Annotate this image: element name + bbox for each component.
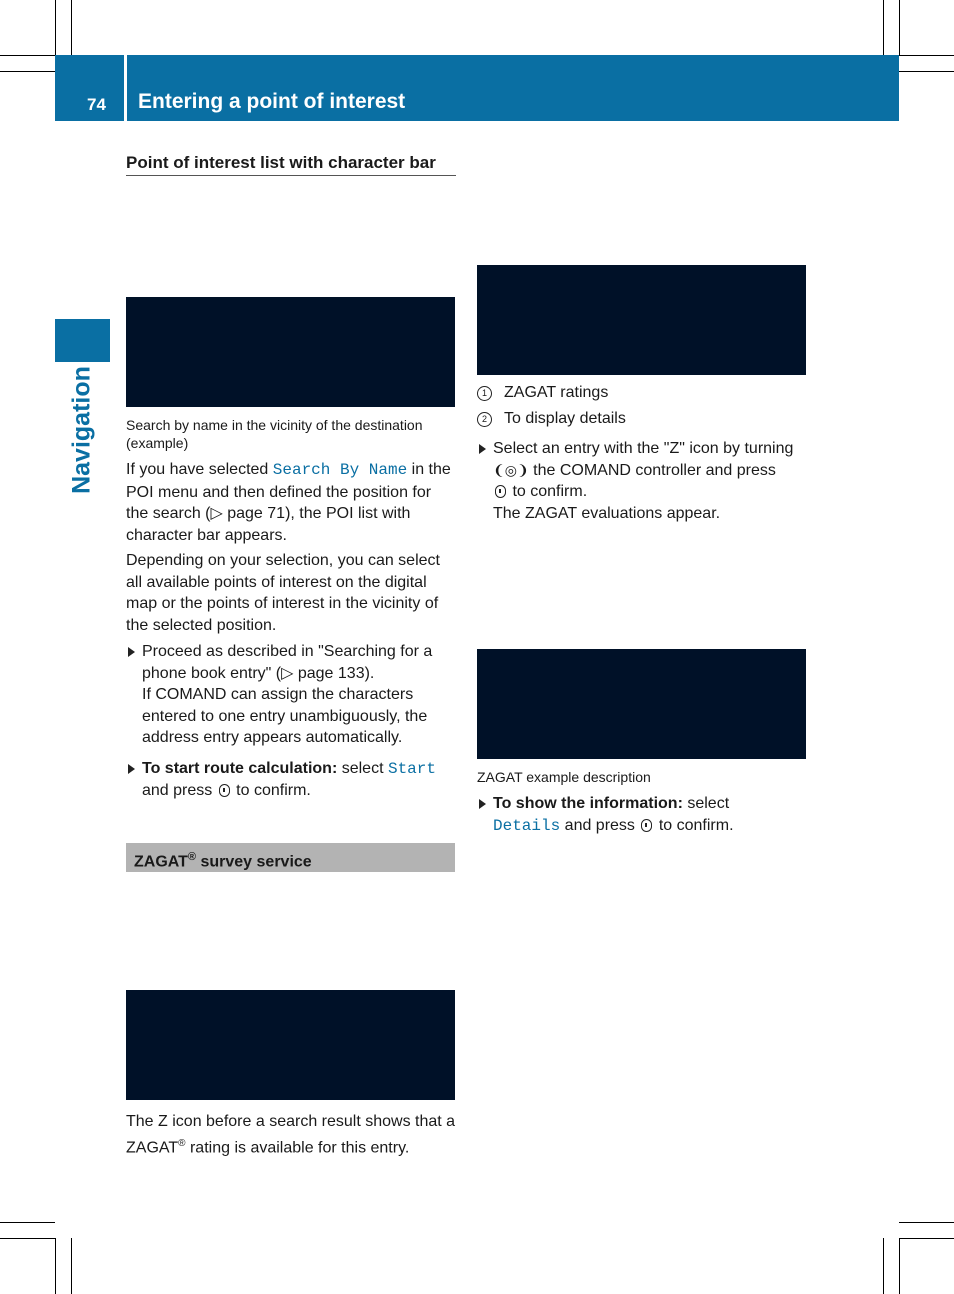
screenshot-zagat-description: [477, 649, 806, 759]
crop-mark: [0, 55, 55, 56]
menu-item-start: Start: [387, 759, 436, 778]
list-item: [126, 758, 456, 802]
crop-mark: [0, 1222, 55, 1223]
text: to confirm.: [236, 782, 311, 799]
header-divider: [124, 55, 127, 121]
paragraph: [126, 459, 456, 546]
press-controller-icon: [641, 819, 652, 832]
text: The Z icon before a search result shows that a ZAGAT: [126, 1113, 456, 1156]
text: and press: [142, 782, 213, 799]
text: If you have selected: [126, 461, 273, 478]
crop-mark: [55, 1238, 56, 1294]
crop-mark: [899, 55, 954, 56]
text: and press: [560, 816, 635, 834]
text: To start route calculation:: [142, 759, 338, 777]
crop-mark: [0, 1238, 55, 1239]
body-text: [126, 1111, 456, 1158]
text: To show the information:: [493, 795, 683, 812]
side-tab: [55, 319, 110, 362]
menu-item-details: Details: [493, 816, 561, 835]
crop-mark: [0, 71, 55, 72]
crop-mark: [899, 1222, 954, 1223]
side-tab-label: Navigation: [67, 366, 96, 494]
text: in the POI menu and then defined the position for the search (▷ page 71), the POI list with character bar appears.: [126, 461, 451, 544]
turn-controller-icon: ❨◎❩: [493, 461, 529, 478]
text: ZAGAT: [134, 853, 188, 871]
text: Proceed as described in "Searching for a phone book entry" (▷ page 133).: [142, 643, 433, 682]
press-controller-icon: [495, 485, 506, 498]
section-title: Point of interest list with character bar: [126, 153, 456, 176]
text: the COMAND controller and press: [528, 461, 776, 479]
legend-item: [477, 406, 807, 432]
press-controller-icon: [219, 784, 230, 797]
paragraph: [126, 1111, 456, 1158]
crop-mark: [899, 0, 900, 55]
text: rating is available for this entry.: [185, 1138, 410, 1156]
bullet-arrow-icon: [479, 444, 486, 454]
list-item: [126, 641, 456, 749]
callout-number: 2: [477, 412, 492, 427]
legend-item: [477, 380, 807, 406]
crop-mark: [71, 0, 72, 55]
legend-list: [477, 380, 807, 524]
callout-number: 1: [477, 386, 492, 401]
crop-mark: [883, 1238, 884, 1294]
page-number: 74: [87, 95, 106, 114]
bullet-arrow-icon: [128, 647, 135, 657]
text: to confirm.: [654, 816, 734, 834]
list-item: [477, 793, 807, 837]
bullet-arrow-icon: [479, 799, 486, 809]
crop-mark: [55, 0, 56, 55]
menu-item-search-by-name: Search By Name: [272, 461, 408, 479]
figure-caption: Search by name in the vicinity of the destination (example): [126, 417, 423, 451]
page-title: Entering a point of interest: [138, 90, 406, 113]
crop-mark: [71, 1238, 72, 1294]
text: ®: [178, 1137, 186, 1149]
crop-mark: [899, 1238, 954, 1239]
text: ZAGAT ratings: [504, 384, 609, 401]
body-text: [477, 793, 807, 837]
figure-caption: ZAGAT example description: [477, 769, 651, 785]
paragraph: Depending on your selection, you can select all available points of interest on the digital map or the points of interest in the vicinity of the selected position.: [126, 552, 440, 634]
list-item: [477, 438, 807, 524]
screenshot-zagat-ratings: [477, 265, 806, 375]
screenshot-zagat-list: [126, 990, 455, 1100]
section-heading-zagat: [126, 843, 455, 872]
text: to confirm.: [508, 483, 588, 500]
text: The ZAGAT evaluations appear.: [493, 504, 721, 522]
text: Select an entry with the "Z" icon by turning: [493, 440, 794, 457]
text: ®: [187, 851, 197, 863]
body-text: [126, 459, 456, 802]
crop-mark: [899, 71, 954, 72]
text: select: [337, 759, 388, 777]
text: If COMAND can assign the characters entered to one entry unambiguously, the address entry appears automatically.: [142, 686, 428, 746]
text: To display details: [504, 410, 626, 427]
text: select: [682, 795, 730, 812]
bullet-arrow-icon: [128, 764, 135, 774]
text: survey service: [196, 853, 312, 871]
crop-mark: [899, 1238, 900, 1294]
screenshot-poi-list: [126, 297, 455, 407]
crop-mark: [883, 0, 884, 55]
